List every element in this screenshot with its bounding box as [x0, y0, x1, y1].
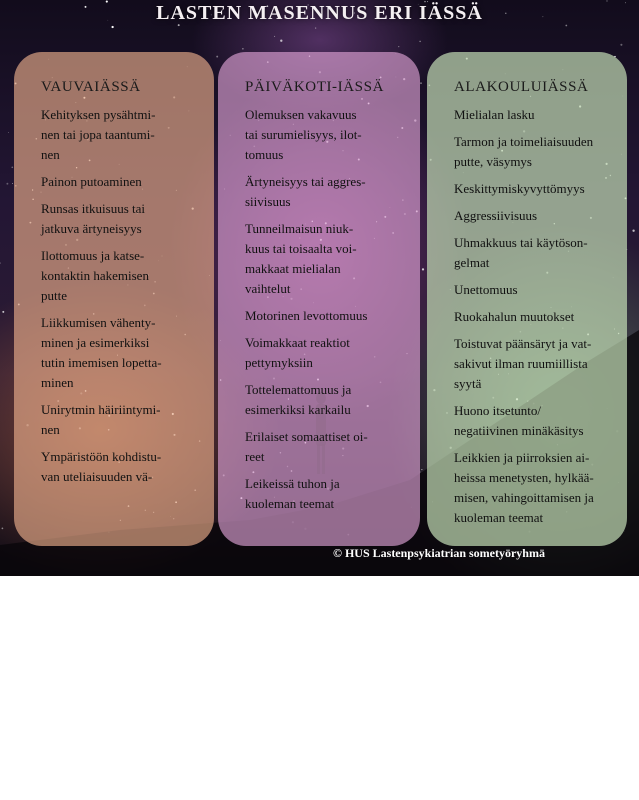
list-item: Erilaiset somaattiset oi- reet — [245, 429, 368, 464]
list-item: Runsas itkuisuus tai jatkuva ärtyneisyys — [41, 201, 146, 236]
list-item: Uhmakkuus tai käytöson- gelmat — [454, 235, 588, 270]
list-item: Motorinen levottomuus — [245, 308, 368, 323]
list-item: Unettomuus — [454, 282, 518, 297]
poster-title: LASTEN MASENNUS ERI IÄSSÄ — [156, 2, 483, 24]
list-item: Ruokahalun muutokset — [454, 309, 575, 324]
list-item: Keskittymiskyvyttömyys — [454, 181, 585, 196]
list-item: Tunneilmaisun niuk- kuus tai toisaalta voi- makkaat mielialan vaihtelut — [245, 221, 357, 296]
list-item: Unirytmin häiriintymi- nen — [41, 402, 161, 437]
list-item: Voimakkaat reaktiot pettymyksiin — [245, 335, 350, 370]
column-heading: PÄIVÄKOTI-IÄSSÄ — [245, 79, 384, 95]
list-item: Huono itsetunto/ negatiivinen minäkäsitys — [454, 403, 584, 438]
copyright-credit: © HUS Lastenpsykiatrian sometyöryhmä — [333, 546, 545, 560]
list-item: Ärtyneisyys tai aggres- siivisuus — [245, 174, 366, 209]
list-item: Leikkien ja piirroksien ai- heissa menetysten, hylkää- misen, vahingoittamisen ja kuoleman teemat — [454, 450, 594, 525]
column-infancy — [14, 52, 214, 546]
list-item: Painon putoaminen — [41, 174, 142, 189]
list-item: Ympäristöön kohdistu- van uteliaisuuden vä- — [41, 449, 162, 484]
list-item: Tarmon ja toimeliaisuuden putte, väsymys — [454, 134, 594, 169]
column-preschool — [218, 52, 420, 546]
list-item: Leikeissä tuhon ja kuoleman teemat — [245, 476, 340, 511]
list-item: Mielialan lasku — [454, 107, 535, 122]
list-item: Aggressiivisuus — [454, 208, 538, 223]
list-item: Tottelemattomuus ja esimerkiksi karkailu — [245, 382, 352, 417]
list-item: Toistuvat päänsäryt ja vat- sakivut ilman ruumiillista syytä — [454, 336, 592, 391]
list-item: Olemuksen vakavuus tai surumielisyys, ilot- tomuus — [245, 107, 362, 162]
column-heading: ALAKOULUIÄSSÄ — [454, 79, 589, 95]
list-item: Liikkumisen vähenty- minen ja esimerkiksi tutin imemisen lopetta- minen — [41, 315, 162, 390]
column-heading: VAUVAIÄSSÄ — [41, 79, 141, 95]
list-item: Ilottomuus ja katse- kontaktin hakemisen putte — [41, 248, 149, 303]
list-item: Kehityksen pysähtmi- nen tai jopa taantumi- nen — [41, 107, 156, 162]
column-primary-school — [427, 52, 627, 546]
